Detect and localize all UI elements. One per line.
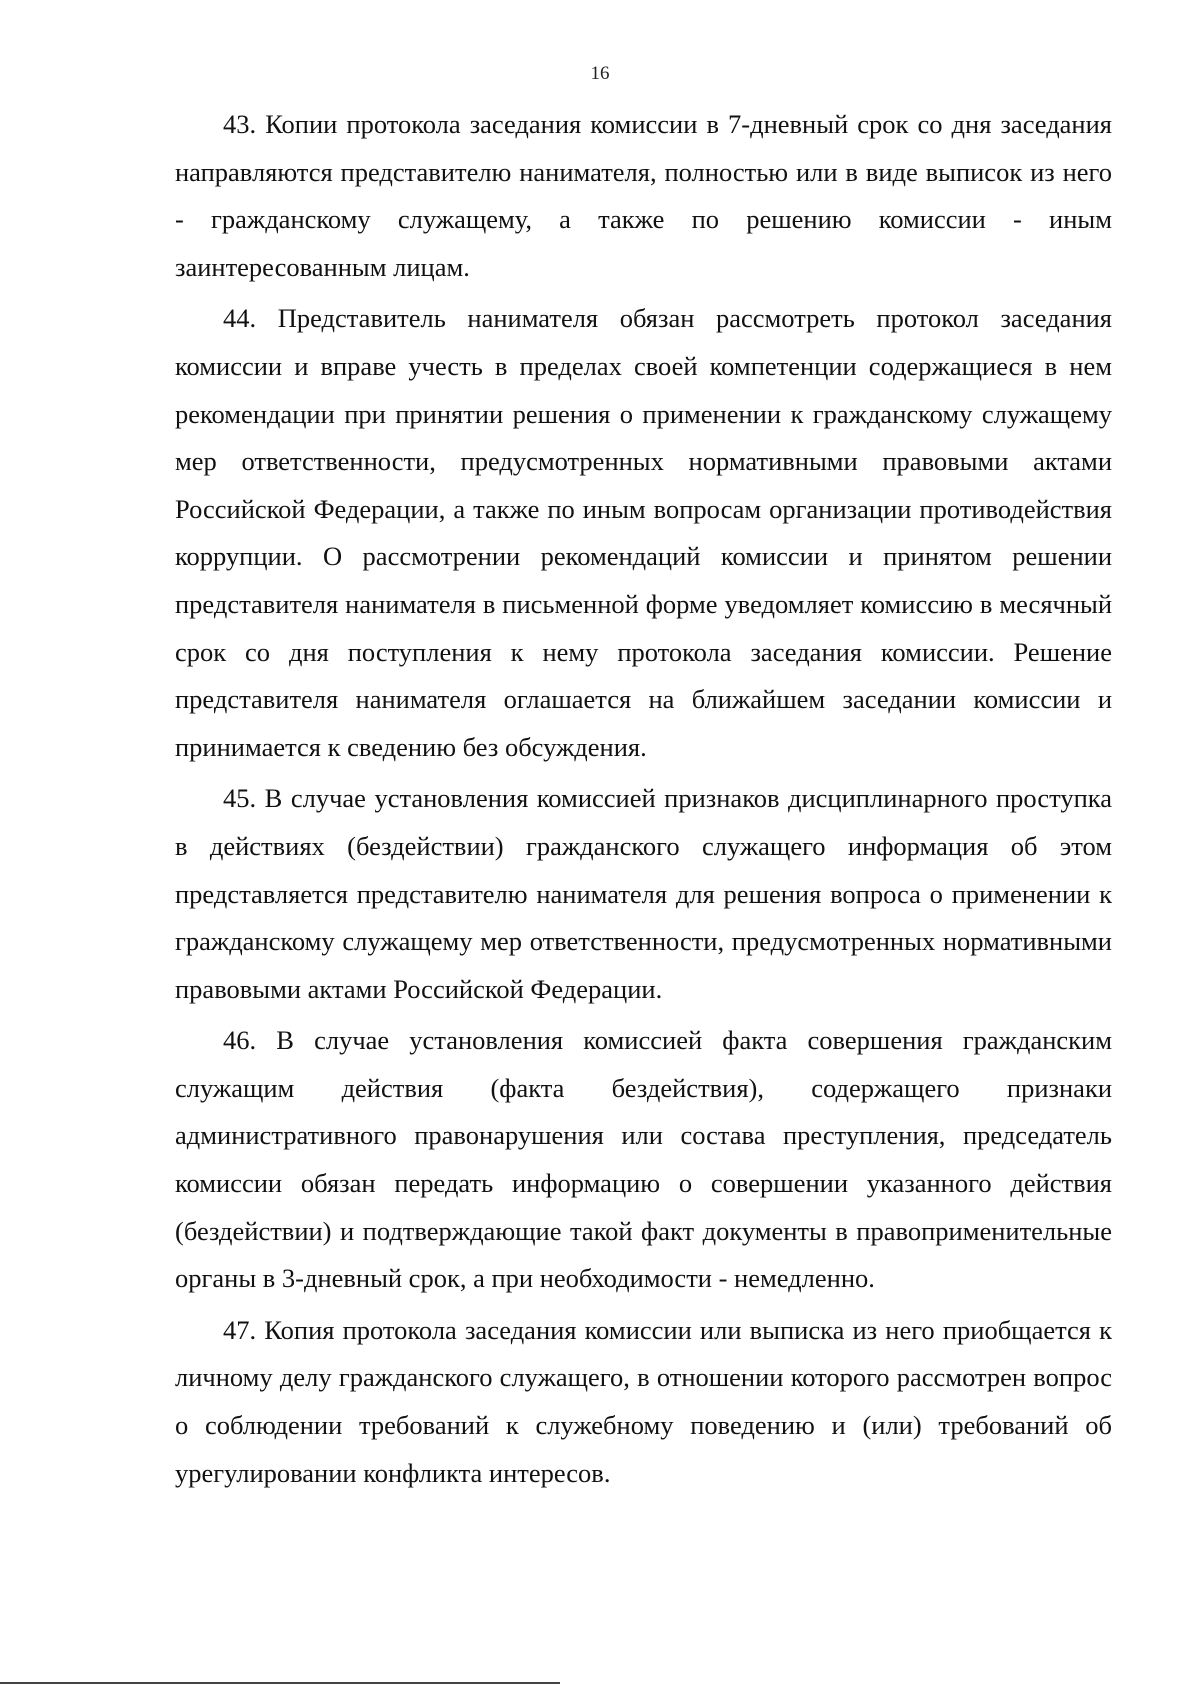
paragraph-47: 47. Копия протокола заседания комиссии или выписка из него приобщается к личному делу гражданского служащего, в отношении которого рассмотрен вопрос о соблюдении требований к служебному поведению и (или) требований об урегулировании конфликта интересов. <box>175 1314 1112 1488</box>
page-number: 16 <box>590 63 610 84</box>
paragraph-46: 46. В случае установления комиссией факта совершения гражданским служащим действия (факта бездействия), содержащего признаки административного правонарушения или состава преступления, председатель комиссии обязан передать информацию о совершении указанного действия (бездействии) и подтверждающие такой факт документы в правоприменительные органы в 3-дневный срок, а при необходимости - немедленно. <box>175 1025 1112 1294</box>
paragraph-45: 45. В случае установления комиссией признаков дисциплинарного проступка в действиях (бездействии) гражданского служащего информация об этом представляется представителю нанимателя для решения вопроса о применении к гражданскому служащему мер ответственности, предусмотренных нормативными правовыми актами Российской Федерации. <box>175 783 1112 1004</box>
document-body <box>175 101 1112 1501</box>
bottom-edge-line <box>0 1682 560 1684</box>
paragraph-44: 44. Представитель нанимателя обязан рассмотреть протокол заседания комиссии и вправе учесть в пределах своей компетенции содержащиеся в нем рекомендации при принятии решения о применении к гражданскому служащему мер ответственности, предусмотренных нормативными правовыми актами Российской Федерации, а также по иным вопросам организации противодействия коррупции. О рассмотрении рекомендаций комиссии и принятом решении представителя нанимателя в письменной форме уведомляет комиссию в месячный срок со дня поступления к нему протокола заседания комиссии. Решение представителя нанимателя оглашается на ближайшем заседании комиссии и принимается к сведению без обсуждения. <box>175 303 1112 762</box>
paragraph-43: 43. Копии протокола заседания комиссии в 7-дневный срок со дня заседания направляются представителю нанимателя, полностью или в виде выписок из него - гражданскому служащему, а также по решению комиссии - иным заинтересованным лицам. <box>175 109 1112 282</box>
